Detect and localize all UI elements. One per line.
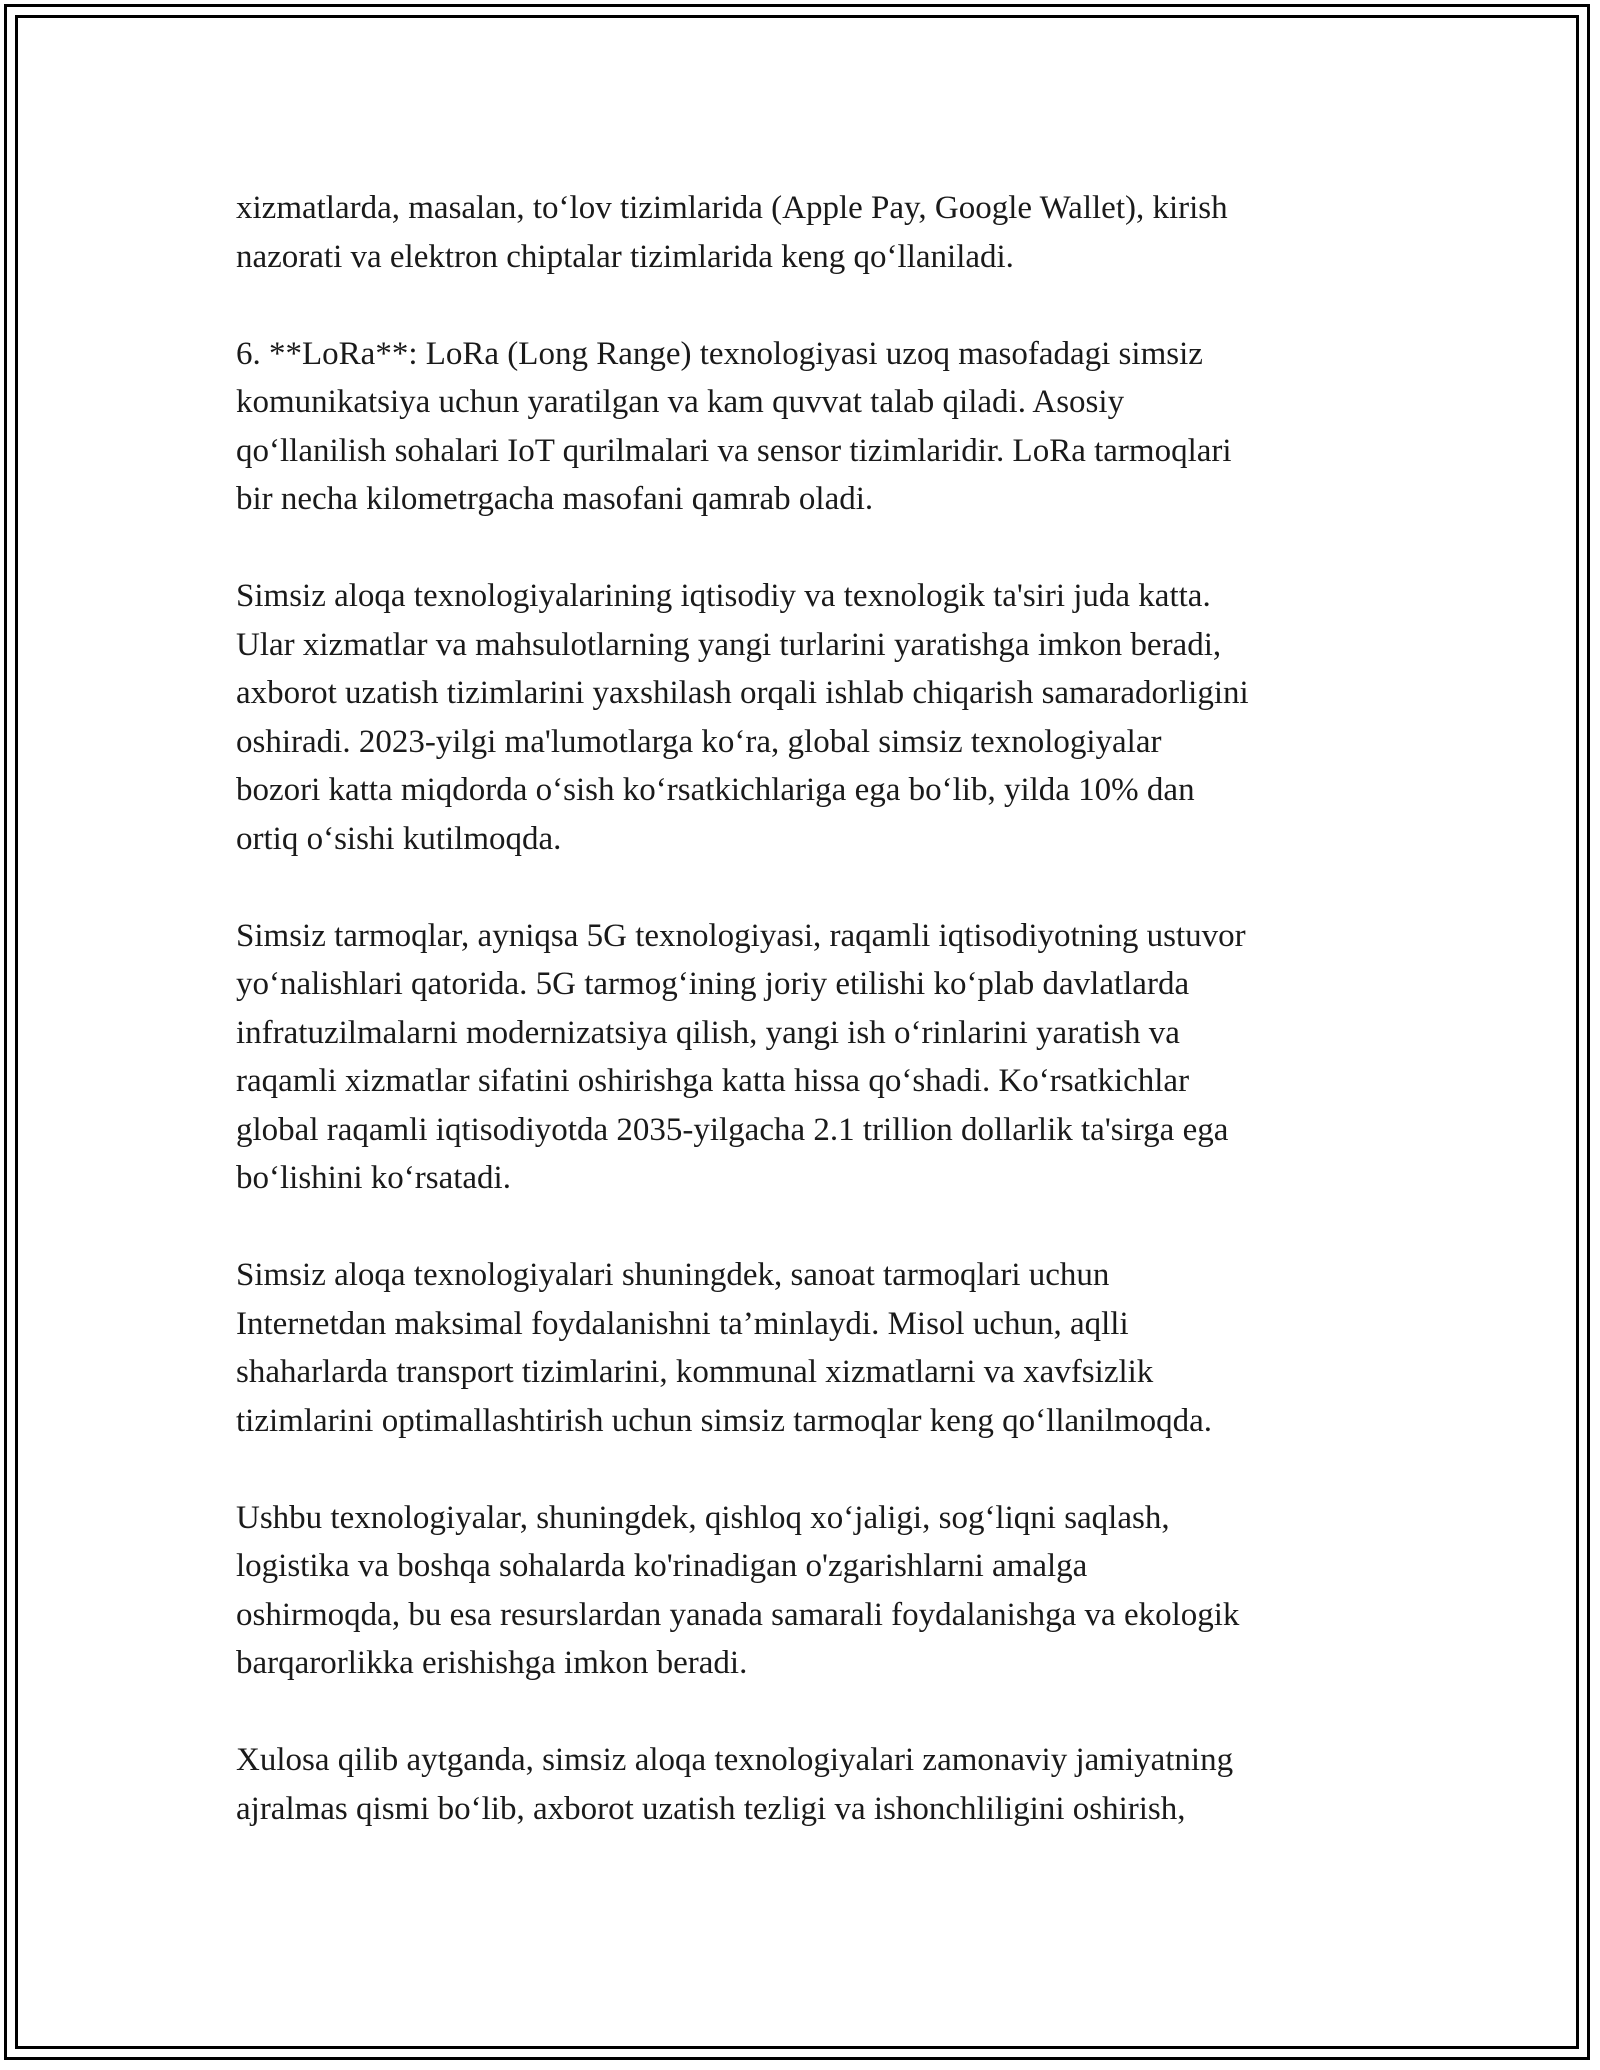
paragraph-5g <box>236 912 1376 1203</box>
paragraph-sectors <box>236 1494 1376 1688</box>
text-line: bir necha kilometrgacha masofani qamrab oladi. <box>236 481 874 517</box>
text-line: Ushbu texnologiyalar, shuningdek, qishloq xo‘jaligi, sog‘liqni saqlash, <box>236 1499 1170 1536</box>
text-line: tizimlarini optimallashtirish uchun simsiz tarmoqlar keng qo‘llanilmoqda. <box>236 1402 1213 1439</box>
paragraph-conclusion <box>236 1736 1376 1833</box>
text-line: yo‘nalishlari qatorida. 5G tarmog‘ining joriy etilishi ko‘plab davlatlarda <box>236 966 1190 1002</box>
document-body <box>236 184 1376 1833</box>
paragraph-economic-impact <box>236 572 1376 863</box>
text-line: raqamli xizmatlar sifatini oshirishga katta hissa qo‘shadi. Ko‘rsatkichlar <box>236 1063 1190 1099</box>
text-line: barqarorlikka erishishga imkon beradi. <box>236 1645 748 1681</box>
text-line: nazorati va elektron chiptalar tizimlarida keng qo‘llaniladi. <box>236 238 1014 275</box>
paragraph-lora <box>236 330 1376 524</box>
paragraph-nfc-continuation <box>236 184 1376 281</box>
text-line: ajralmas qismi bo‘lib, axborot uzatish tezligi va ishonchliligini oshirish, <box>236 1790 1186 1827</box>
text-line: bozori katta miqdorda o‘sish ko‘rsatkichlariga ega bo‘lib, yilda 10% dan <box>236 772 1195 808</box>
text-line: xizmatlarda, masalan, to‘lov tizimlarida (Apple Pay, Google Wallet), kirish <box>236 190 1228 226</box>
text-line: global raqamli iqtisodiyotda 2035-yilgacha 2.1 trillion dollarlik ta'sirga ega <box>236 1111 1229 1148</box>
text-line: komunikatsiya uchun yaratilgan va kam quvvat talab qiladi. Asosiy <box>236 384 1125 420</box>
text-line: Ular xizmatlar va mahsulotlarning yangi turlarini yaratishga imkon beradi, <box>236 626 1222 663</box>
paragraph-industry <box>236 1251 1376 1445</box>
text-line: logistika va boshqa sohalarda ko'rinadigan o'zgarishlarni amalga <box>236 1548 1088 1584</box>
text-line: Xulosa qilib aytganda, simsiz aloqa texnologiyalari zamonaviy jamiyatning <box>236 1742 1234 1778</box>
text-line: oshirmoqda, bu esa resurslardan yanada samarali foydalanishga va ekologik <box>236 1596 1240 1633</box>
text-line: infratuzilmalarni modernizatsiya qilish, yangi ish o‘rinlarini yaratish va <box>236 1014 1180 1051</box>
text-line: Simsiz aloqa texnologiyalarining iqtisodiy va texnologik ta'siri juda katta. <box>236 578 1211 614</box>
text-line: qo‘llanilish sohalari IoT qurilmalari va sensor tizimlaridir. LoRa tarmoqlari <box>236 432 1232 469</box>
text-line: Simsiz tarmoqlar, ayniqsa 5G texnologiyasi, raqamli iqtisodiyotning ustuvor <box>236 917 1246 954</box>
text-line: oshiradi. 2023-yilgi ma'lumotlarga ko‘ra, global simsiz texnologiyalar <box>236 723 1162 760</box>
text-line: 6. **LoRa**: LoRa (Long Range) texnologiyasi uzoq masofadagi simsiz <box>236 335 1203 372</box>
text-line: ortiq o‘sishi kutilmoqda. <box>236 820 562 857</box>
text-line: bo‘lishini ko‘rsatadi. <box>236 1160 511 1196</box>
text-line: Internetdan maksimal foydalanishni ta’minlaydi. Misol uchun, aqlli <box>236 1305 1129 1342</box>
text-line: Simsiz aloqa texnologiyalari shuningdek, sanoat tarmoqlari uchun <box>236 1257 1110 1293</box>
text-line: axborot uzatish tizimlarini yaxshilash orqali ishlab chiqarish samaradorligini <box>236 675 1249 711</box>
text-line: shaharlarda transport tizimlarini, kommunal xizmatlarni va xavfsizlik <box>236 1354 1154 1390</box>
